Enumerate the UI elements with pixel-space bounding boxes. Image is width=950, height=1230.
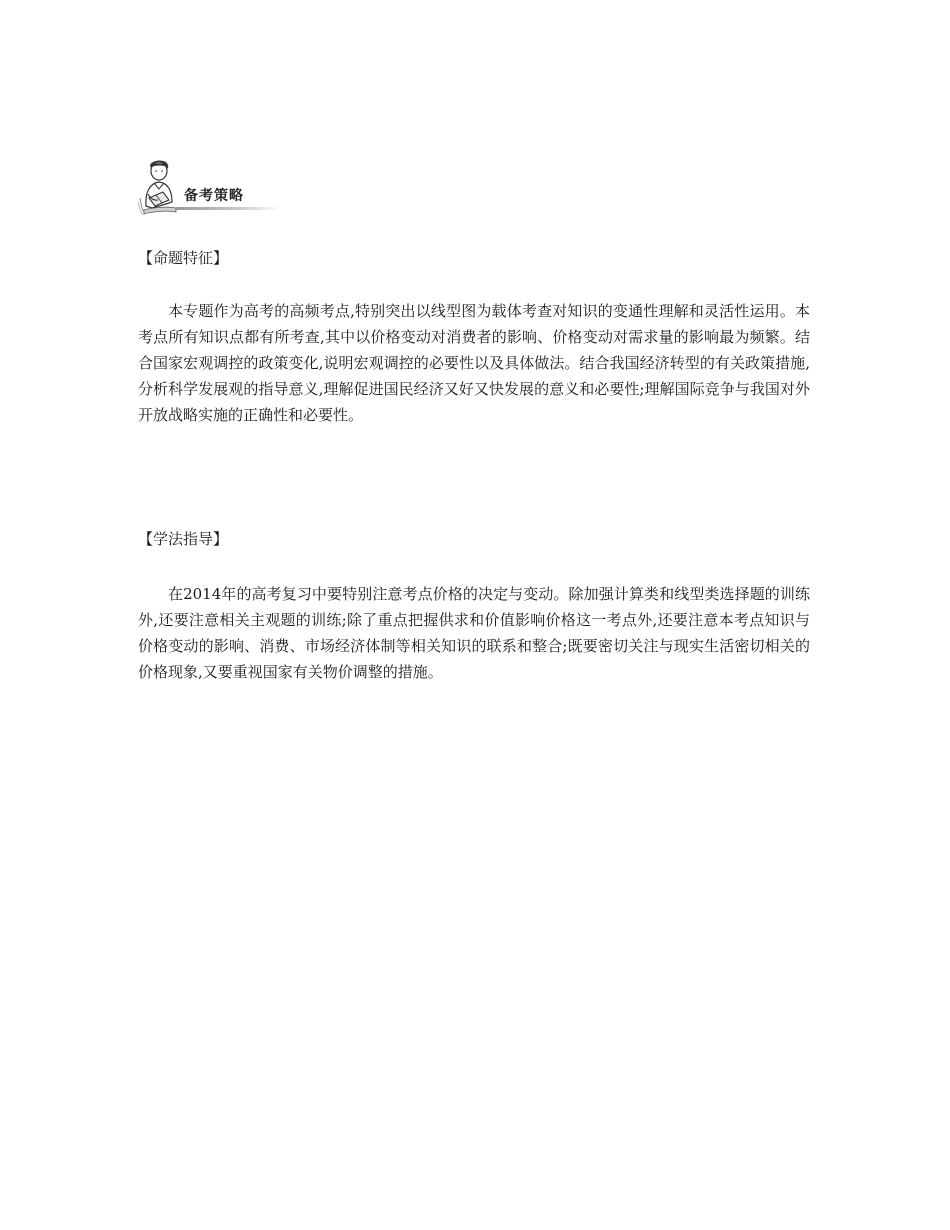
- paragraph-study-guidance: 在2014年的高考复习中要特别注意考点价格的决定与变动。除加强计算类和线型类选择题的训练外,还要注意相关主观题的训练;除了重点把握供求和价值影响价格这一考点外,还要注意本考点知识与价格变动的影响、消费、市场经济体制等相关知识的联系和整合;既要密切关注与现实生活密切相关的价格现象,又要重视国家有关物价调整的措施。: [138, 585, 810, 681]
- section-header-badge: [136, 158, 286, 216]
- heading-study-guidance: 【学法指导】: [138, 530, 229, 548]
- paragraph-exam-features: 本专题作为高考的高频考点,特别突出以线型图为载体考查对知识的变通性理解和灵活性运用。本考点所有知识点都有所考查,其中以价格变动对消费者的影响、价格变动对需求量的影响最为频繁。结合国家宏观调控的政策变化,说明宏观调控的必要性以及具体做法。结合我国经济转型的有关政策措施,分析科学发展观的指导意义,理解促进国民经济又好又快发展的意义和必要性;理解国际竞争与我国对外开放战略实施的正确性和必要性。: [138, 302, 810, 424]
- heading-exam-features: 【命题特征】: [138, 249, 229, 267]
- section-header-title: 备考策略: [184, 188, 244, 204]
- header-underline: [176, 207, 280, 210]
